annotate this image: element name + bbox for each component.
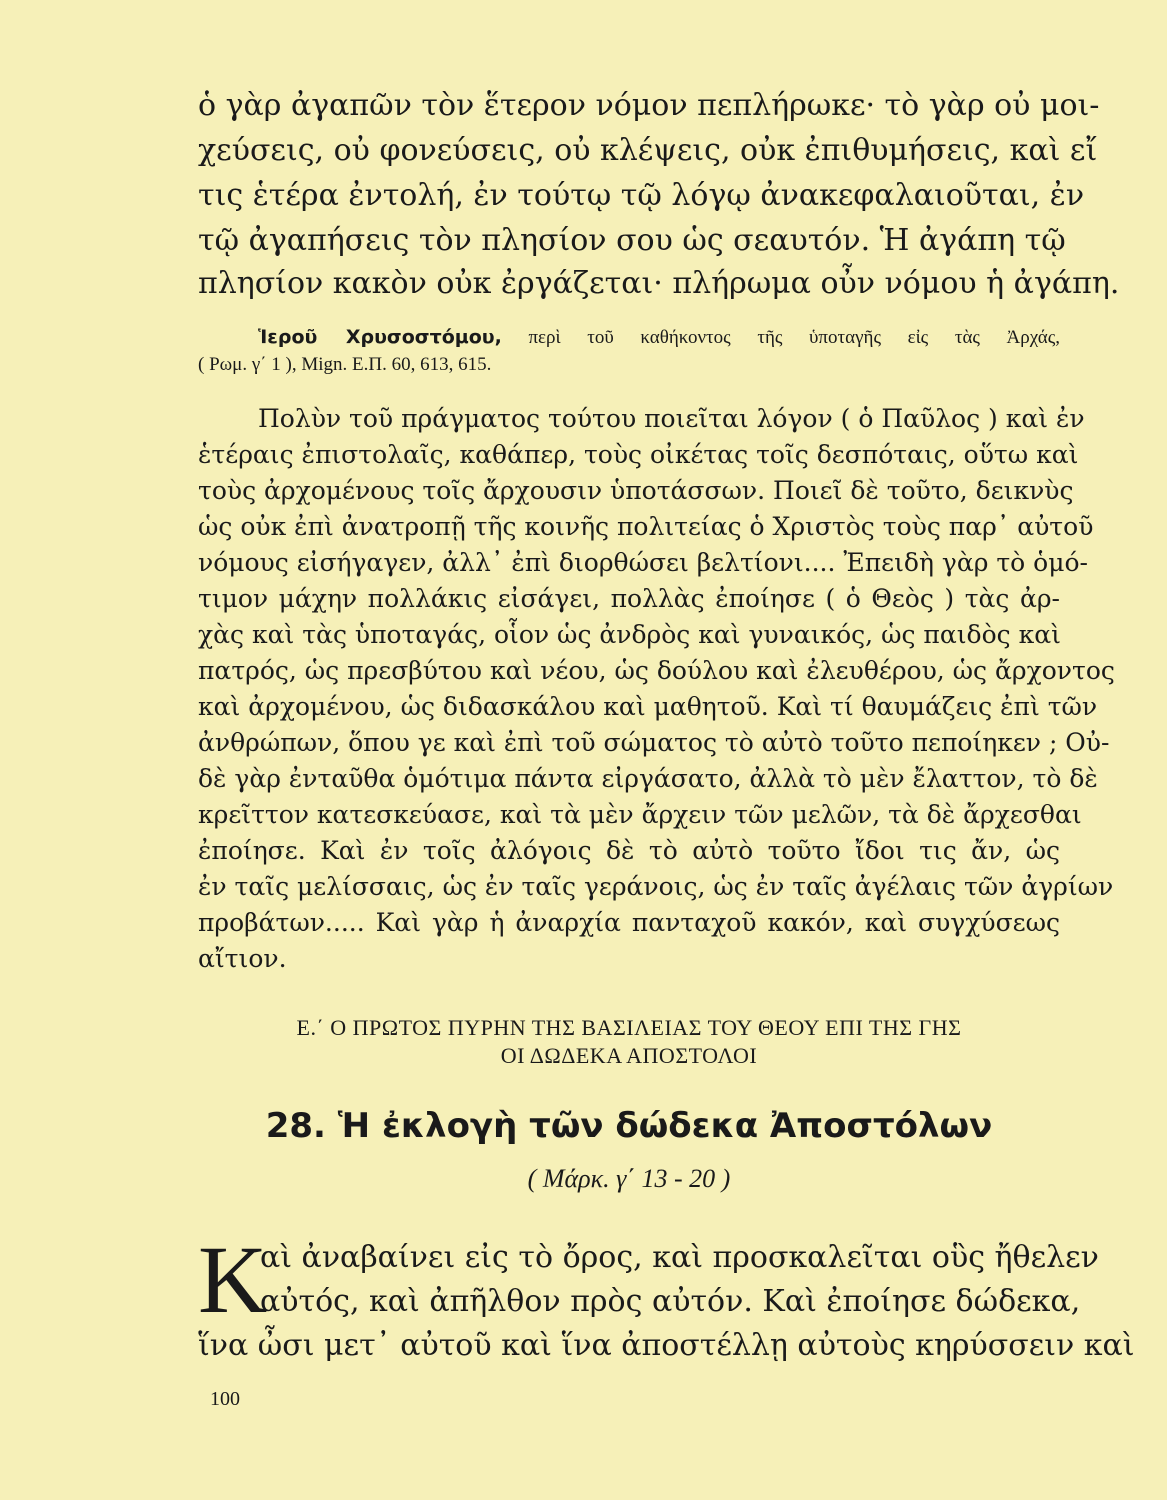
text-line: δὲ γὰρ ἐνταῦθα ὁμότιμα πάντα εἰργάσατο, ἀλλὰ τὸ μὲν ἔλαττον, τὸ δὲ	[198, 764, 1098, 793]
chapter-reference: ( Μάρκ. γ΄ 13 - 20 )	[527, 1164, 731, 1193]
citation-author: Ἱεροῦ Χρυσοστόμου,	[258, 326, 502, 348]
text-line: τῷ ἀγαπήσεις τὸν πλησίον σου ὡς σεαυτόν. Ἡ ἀγάπη τῷ	[198, 223, 1066, 258]
page-number: 100	[210, 1388, 240, 1410]
chapter-title: 28. Ἡ ἐκλογὴ τῶν δώδεκα Ἀποστόλων	[265, 1106, 993, 1146]
text-line: ἵνα ὦσι μετ᾽ αὐτοῦ καὶ ἵνα ἀποστέλλῃ αὐτοὺς κηρύσσειν καὶ	[198, 1328, 1135, 1363]
text-line: ἑτέραις ἐπιστολαῖς, καθάπερ, τοὺς οἰκέτας τοῖς δεσπόταις, οὕτω καὶ	[198, 440, 1079, 469]
text-line: Πολὺν τοῦ πράγματος τούτου ποιεῖται λόγον ( ὁ Παῦλος ) καὶ ἐν	[258, 404, 1085, 433]
text-line: χὰς καὶ τὰς ὑποταγάς, οἷον ὡς ἀνδρὸς καὶ γυναικός, ὡς παιδὸς καὶ	[198, 620, 1061, 649]
text-line: τις ἑτέρα ἐντολή, ἐν τούτῳ τῷ λόγῳ ἀνακεφαλαιοῦται, ἐν	[198, 178, 1085, 213]
text-line: καὶ ἀρχομένου, ὡς διδασκάλου καὶ μαθητοῦ. Καὶ τί θαυμάζεις ἐπὶ τῶν	[198, 692, 1098, 721]
text-line: αὐτός, καὶ ἀπῆλθον πρὸς αὐτόν. Καὶ ἐποίησε δώδεκα,	[260, 1284, 1081, 1319]
text-line: πλησίον κακὸν οὐκ ἐργάζεται· πλήρωμα οὖν νόμου ἡ ἀγάπη.	[198, 266, 1120, 301]
text-line: ἀνθρώπων, ὅπου γε καὶ ἐπὶ τοῦ σώματος τὸ αὐτὸ τοῦτο πεποίηκεν ; Οὐ-	[198, 728, 1110, 757]
text-line: ὡς οὐκ ἐπὶ ἀνατροπῇ τῆς κοινῆς πολιτείας ὁ Χριστὸς τοὺς παρ᾽ αὐτοῦ	[198, 512, 1094, 541]
text-line: ἐποίησε. Καὶ ἐν τοῖς ἀλόγοις δὲ τὸ αὐτὸ τοῦτο ἴδοι τις ἄν, ὡς	[198, 836, 1060, 865]
text-line: τοὺς ἀρχομένους τοῖς ἄρχουσιν ὑποτάσσων. Ποιεῖ δὲ τοῦτο, δεικνὺς	[198, 476, 1074, 505]
citation-source: περὶ τοῦ καθήκοντος τῆς ὑποταγῆς εἰς τὰς Ἀρχάς,	[528, 327, 1060, 348]
section-heading-line-1: Ε.΄ Ο ΠΡΩΤΟΣ ΠΥΡΗΝ ΤΗΣ ΒΑΣΙΛΕΙΑΣ ΤΟΥ ΘΕΟΥ ΕΠΙ ΤΗΣ ΓΗΣ	[296, 1015, 962, 1040]
text-line: προβάτων..... Καὶ γὰρ ἡ ἀναρχία πανταχοῦ κακόν, καὶ συγχύσεως	[198, 908, 1060, 937]
section-heading-line-2: ΟΙ ΔΩΔΕΚΑ ΑΠΟΣΤΟΛΟΙ	[500, 1043, 758, 1068]
text-line: αὶ ἀναβαίνει εἰς τὸ ὄρος, καὶ προσκαλεῖται οὓς ἤθελεν	[260, 1240, 1099, 1275]
text-line: κρεῖττον κατεσκεύασε, καὶ τὰ μὲν ἄρχειν τῶν μελῶν, τὰ δὲ ἄρχεσθαι	[198, 800, 1082, 829]
text-line: τιμον μάχην πολλάκις εἰσάγει, πολλὰς ἐποίησε ( ὁ Θεὸς ) τὰς ἀρ-	[198, 584, 1060, 613]
drop-cap: Κ	[198, 1226, 268, 1333]
text-line: ὁ γὰρ ἀγαπῶν τὸν ἕτερον νόμον πεπλήρωκε· τὸ γὰρ οὐ μοι-	[198, 88, 1100, 123]
text-line: χεύσεις, οὐ φονεύσεις, οὐ κλέψεις, οὐκ ἐπιθυμήσεις, καὶ εἴ	[198, 133, 1098, 168]
text-line: πατρός, ὡς πρεσβύτου καὶ νέου, ὡς δούλου καὶ ἐλευθέρου, ὡς ἄρχοντος	[198, 656, 1115, 685]
text-line: αἴτιον.	[198, 944, 287, 973]
citation-line-1	[258, 326, 1060, 349]
text-line: νόμους εἰσήγαγεν, ἀλλ᾽ ἐπὶ διορθώσει βελτίονι.... Ἐπειδὴ γὰρ τὸ ὁμό-	[198, 548, 1088, 577]
citation-line-2: ( Ρωμ. γ΄ 1 ), Mign. Ε.Π. 60, 613, 615.	[198, 354, 492, 375]
text-line: ἐν ταῖς μελίσσαις, ὡς ἐν ταῖς γεράνοις, ὡς ἐν ταῖς ἀγέλαις τῶν ἀγρίων	[198, 872, 1114, 901]
